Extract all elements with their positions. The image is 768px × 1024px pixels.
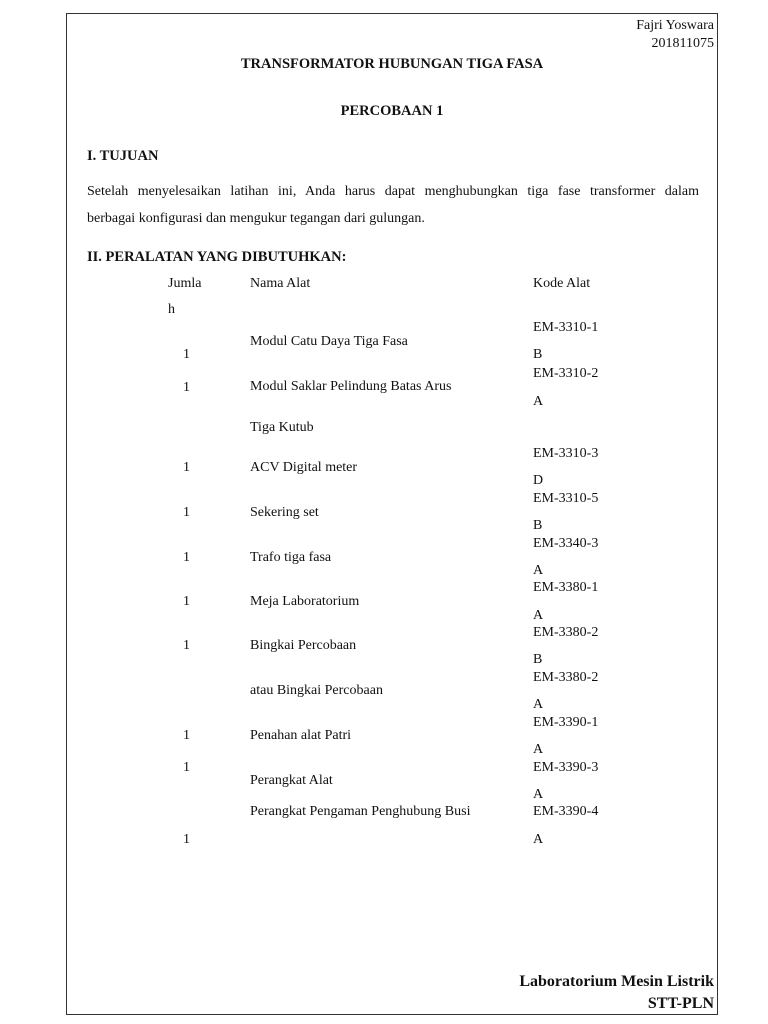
equipment-code: A [533,787,544,802]
equipment-code: EM-3390-4 [533,804,599,819]
qty-cell: 1 [183,380,190,395]
equipment-name: Modul Catu Daya Tiga Fasa [250,334,408,349]
equipment-code: EM-3390-3 [533,760,599,775]
document-subtitle: PERCOBAAN 1 [340,103,444,119]
equipment-code: EM-3310-2 [533,366,599,381]
equipment-code: B [533,518,543,533]
col-header-qty-wrap: h [168,302,175,317]
equipment-name: Meja Laboratorium [250,594,360,609]
footer-block [519,971,714,1015]
equipment-code: A [533,832,544,847]
equipment-code: A [533,742,544,757]
equipment-code: EM-3310-3 [533,446,599,461]
equipment-code: A [533,697,544,712]
equipment-code: A [533,608,544,623]
equipment-name: Modul Saklar Pelindung Batas Arus [250,379,452,394]
author-id: 201811075 [651,36,714,51]
col-header-qty: Jumla [168,276,202,291]
footer-lab-name: Laboratorium Mesin Listrik [519,973,714,990]
tujuan-paragraph [87,178,699,232]
footer-institution: STT-PLN [647,995,714,1012]
qty-cell: 1 [183,460,190,475]
equipment-name: Bingkai Percobaan [250,638,357,653]
equipment-code: EM-3380-2 [533,625,599,640]
equipment-code: EM-3380-1 [533,580,599,595]
qty-cell: 1 [183,728,190,743]
equipment-code: A [533,563,544,578]
document-title: TRANSFORMATOR HUBUNGAN TIGA FASA [240,56,544,72]
equipment-code: EM-3380-2 [533,670,599,685]
tujuan-line-2: berbagai konfigurasi dan mengukur tegangan dari gulungan. [87,211,425,226]
equipment-code: EM-3340-3 [533,536,599,551]
qty-cell: 1 [183,638,190,653]
equipment-name: Tiga Kutub [250,420,314,435]
tujuan-line-1: Setelah menyelesaikan latihan ini, Anda harus dapat menghubungkan tiga fase transformer dalam [87,184,699,199]
qty-cell: 1 [183,832,190,847]
equipment-code: EM-3310-5 [533,491,599,506]
equipment-name: Sekering set [250,505,319,520]
section-heading-peralatan: II. PERALATAN YANG DIBUTUHKAN: [87,249,347,265]
equipment-code: A [533,394,544,409]
col-header-name: Nama Alat [250,276,311,291]
equipment-name: Perangkat Pengaman Penghubung Busi [250,804,471,819]
col-header-code: Kode Alat [533,276,591,291]
equipment-code: EM-3310-1 [533,320,599,335]
equipment-name: Penahan alat Patri [250,728,352,743]
author-block [636,17,714,53]
qty-cell: 1 [183,505,190,520]
equipment-code: B [533,347,543,362]
qty-cell: 1 [183,594,190,609]
equipment-code: EM-3390-1 [533,715,599,730]
equipment-name: Trafo tiga fasa [250,550,332,565]
equipment-code: D [533,473,544,488]
author-name: Fajri Yoswara [636,18,714,33]
section-heading-tujuan: I. TUJUAN [87,148,159,164]
qty-cell: 1 [183,760,190,775]
document-page [66,13,718,1015]
equipment-name: ACV Digital meter [250,460,358,475]
equipment-name: atau Bingkai Percobaan [250,683,383,698]
equipment-name: Perangkat Alat [250,773,333,788]
equipment-code: B [533,652,543,667]
qty-cell: 1 [183,550,190,565]
qty-cell: 1 [183,347,190,362]
